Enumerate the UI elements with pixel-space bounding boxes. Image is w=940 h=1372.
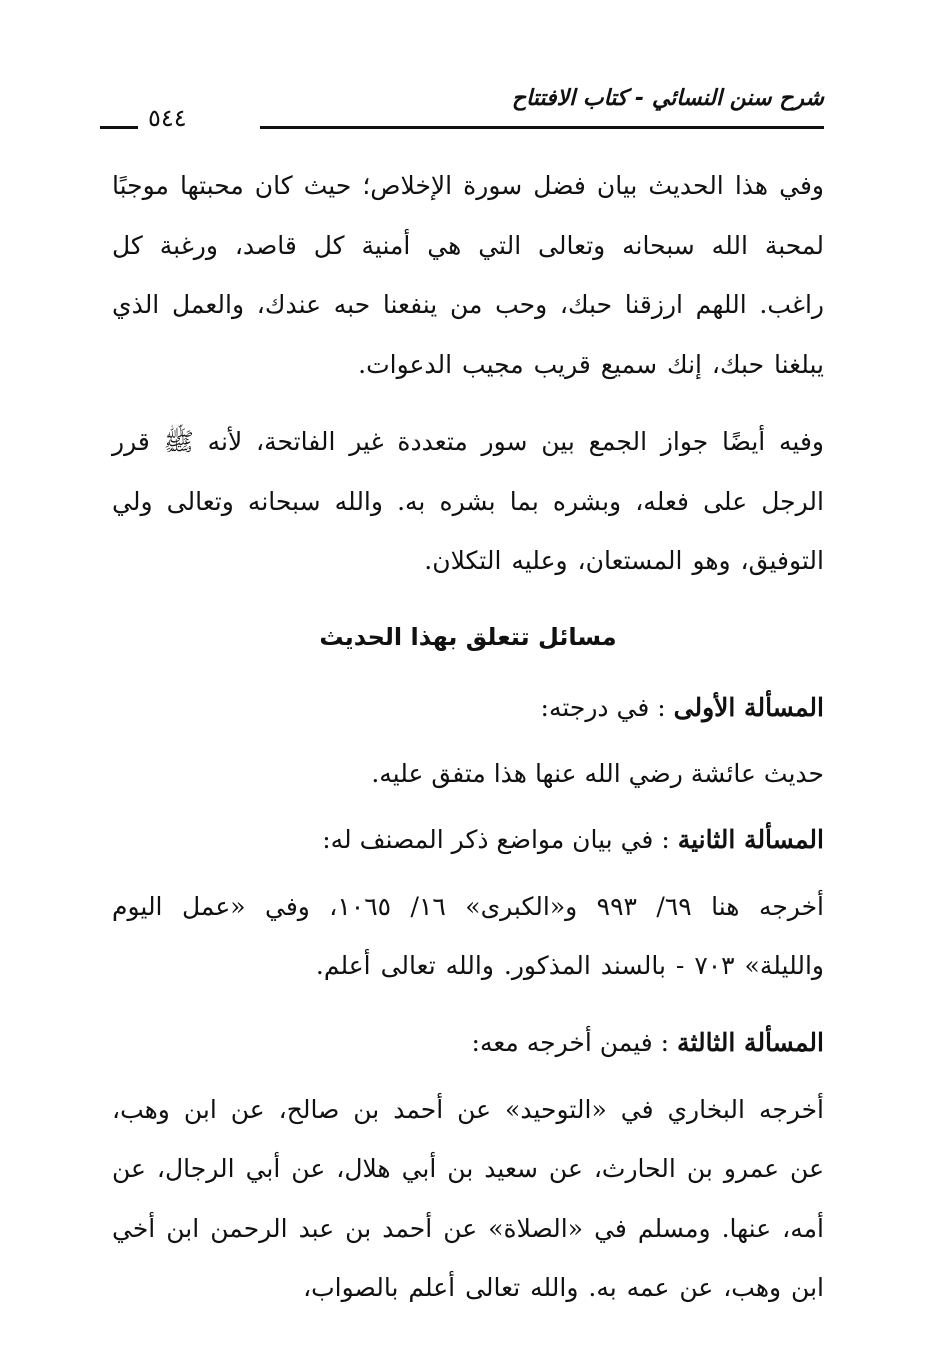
page-number: ٥٤٤ [148, 104, 187, 132]
header-rule-short [100, 126, 138, 129]
issue-3-heading [112, 1014, 824, 1072]
page-body [112, 156, 824, 1336]
issue-2-label: المسألة الثانية [677, 824, 824, 854]
header-title: شرح سنن النسائي - كتاب الافتتاح [511, 86, 824, 111]
issue-3-body: أخرجه البخاري في «التوحيد» عن أحمد بن صالح، عن ابن وهب، عن عمرو بن الحارث، عن سعيد بن أبي هلال، عن أبي الرجال، عن أمه، عنها. ومسلم في «الصلاة» عن أحمد بن عبد الرحمن ابن أخي ابن وهب، عن عمه به. والله تعالى أعلم بالصواب، [112, 1094, 824, 1302]
paragraph-permissibility: وفيه أيضًا جواز الجمع بين سور متعددة غير الفاتحة، لأنه ﷺ قرر الرجل على فعله، وبشره بما بشره به. والله سبحانه وتعالى ولي التوفيق، وهو المستعان، وعليه التكلان. [112, 427, 824, 575]
issue-2-heading [112, 811, 824, 869]
paragraph-virtue: وفي هذا الحديث بيان فضل سورة الإخلاص؛ حيث كان محبتها موجبًا لمحبة الله سبحانه وتعالى التي هي أمنية كل قاصد، ورغبة كل راغب. اللهم ارزقنا حبك، وحب من ينفعنا حبه عندك، والعمل الذي يبلغنا حبك، إنك سميع قريب مجيب الدعوات. [112, 171, 824, 379]
section-heading: مسائل تتعلق بهذا الحديث [319, 622, 617, 651]
issue-1-heading [112, 679, 824, 737]
issue-3-title: : فيمن أخرجه معه: [471, 1027, 670, 1057]
issue-3-label: المسألة الثالثة [677, 1027, 824, 1057]
issue-1-label: المسألة الأولى [673, 692, 824, 722]
issue-2-body: أخرجه هنا ٦٩/ ٩٩٣ و«الكبرى» ١٦/ ١٠٦٥، وفي «عمل اليوم والليلة» ٧٠٣ - بالسند المذكور. والله تعالى أعلم. [112, 891, 824, 980]
running-header [100, 82, 824, 142]
header-rule [260, 126, 824, 129]
issue-1-body: حديث عائشة رضي الله عنها هذا متفق عليه. [371, 758, 824, 788]
issue-1-title: : في درجته: [540, 692, 666, 722]
issue-2-title: : في بيان مواضع ذكر المصنف له: [322, 824, 670, 854]
